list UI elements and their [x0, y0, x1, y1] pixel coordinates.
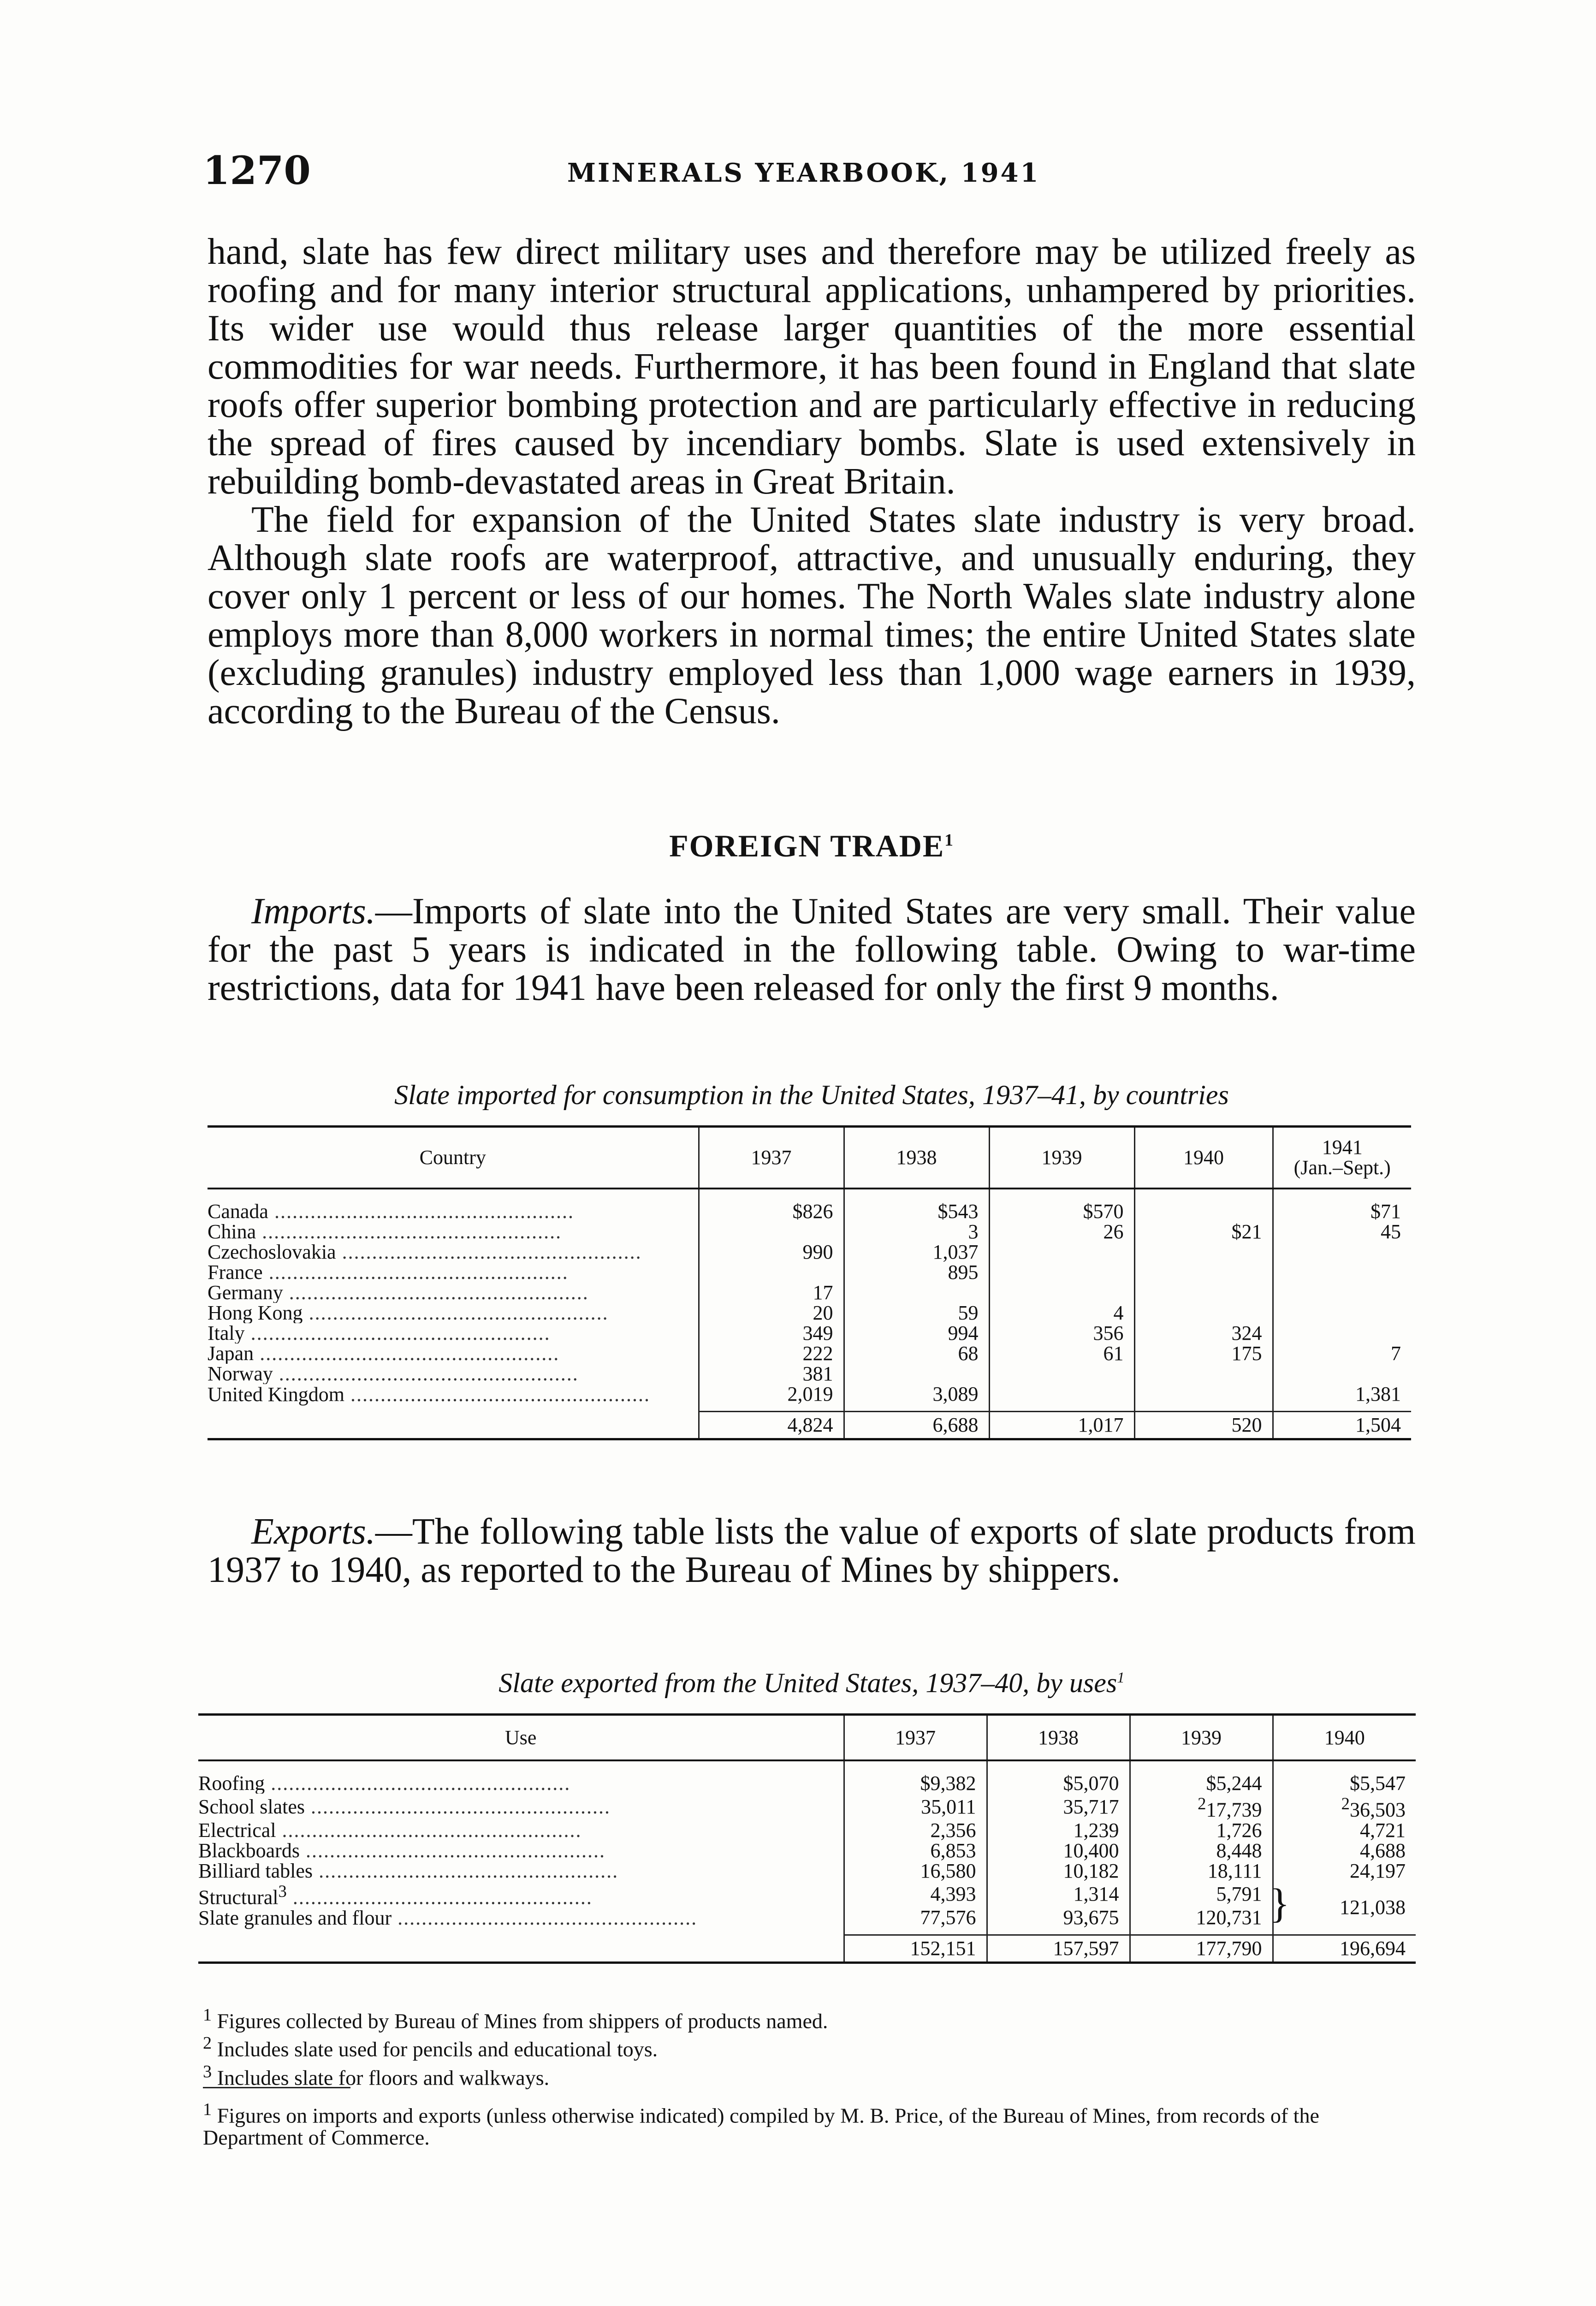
value-cell: $543 [844, 1189, 989, 1222]
value-cell [1134, 1384, 1273, 1412]
dot-leader: .................................................. [262, 1262, 569, 1283]
value-cell: 68 [844, 1343, 989, 1364]
value-cell [989, 1384, 1134, 1412]
value-cell [1273, 1262, 1411, 1283]
value-text: 4,688 [1360, 1839, 1406, 1862]
dot-leader: .................................................. [392, 1908, 698, 1930]
exports-table-header-row [198, 1715, 1416, 1761]
use-cell-text: Blackboards [198, 1840, 300, 1861]
country-cell-text: Czechoslovakia [208, 1242, 336, 1262]
totals-row [198, 1935, 1416, 1963]
value-text: $5,244 [1206, 1772, 1262, 1795]
use-cell [198, 1841, 844, 1861]
country-cell [208, 1222, 699, 1242]
dot-leader: .................................................. [265, 1772, 571, 1794]
total-value-cell: 196,694 [1273, 1935, 1416, 1963]
country-cell [208, 1283, 699, 1303]
value-cell [1273, 1760, 1416, 1794]
section-heading-footnote-ref: 1 [944, 831, 954, 850]
use-cell [198, 1908, 844, 1935]
value-cell: 7 [1273, 1343, 1411, 1364]
totals-row [208, 1412, 1411, 1439]
footnote-ref: 2 [1198, 1794, 1206, 1813]
value-cell [1273, 1364, 1411, 1384]
dot-leader: .................................................. [313, 1860, 619, 1881]
value-text: 1,726 [1216, 1819, 1262, 1842]
combined-value-cell [1270, 1880, 1416, 1935]
value-cell: 20 [699, 1303, 844, 1323]
country-cell [208, 1364, 699, 1384]
column-header-1938: 1938 [844, 1127, 989, 1189]
value-cell [1273, 1861, 1416, 1881]
footnote-mark: 3 [203, 2062, 212, 2081]
column-header-1941-period: (Jan.–Sept.) [1293, 1156, 1391, 1179]
value-cell: 93,675 [987, 1908, 1130, 1935]
value-cell: 222 [699, 1343, 844, 1364]
value-cell [1134, 1242, 1273, 1262]
dot-leader: .................................................. [276, 1820, 582, 1841]
table-row [208, 1343, 1411, 1364]
page-footnote [203, 2098, 1420, 2149]
dot-leader: .................................................. [273, 1364, 579, 1384]
dot-leader: .................................................. [256, 1222, 562, 1242]
table-row [208, 1189, 1411, 1222]
country-cell-text: Hong Kong [208, 1303, 303, 1323]
use-cell-text: Structural [198, 1886, 279, 1908]
value-cell: 2,019 [699, 1384, 844, 1412]
country-cell [208, 1262, 699, 1283]
dot-leader: .................................................. [336, 1242, 642, 1262]
value-cell [989, 1283, 1134, 1303]
value-cell: 1,037 [844, 1242, 989, 1262]
table-row [208, 1262, 1411, 1283]
column-header-1941 [1273, 1127, 1411, 1189]
value-cell [989, 1364, 1134, 1384]
footnote-rule [203, 2087, 350, 2088]
country-cell-text: United Kingdom [208, 1384, 344, 1406]
value-cell: 59 [844, 1303, 989, 1323]
country-cell-text: Canada [208, 1200, 268, 1222]
use-cell-text: Roofing [198, 1772, 265, 1794]
total-value-cell: 1,504 [1273, 1412, 1411, 1439]
dot-leader: .................................................. [268, 1200, 574, 1222]
paragraph-expansion: The field for expansion of the United States slate industry is very broad. Although slate roofs are waterproof, attractive, and unusually enduring, they cover only 1 percent or less of our homes. The North Wales slate industry alone employs more than 8,000 workers in normal times; the entire United States slate (excluding granules) industry employed less than 1,000 wage earners in 1939, according to the Bureau of the Census. [208, 499, 1416, 731]
value-cell: $71 [1273, 1189, 1411, 1222]
value-cell [1273, 1323, 1411, 1343]
running-head: MINERALS YEARBOOK, 1941 [567, 158, 1040, 188]
dot-leader: .................................................. [286, 1886, 593, 1908]
value-cell: 4 [989, 1303, 1134, 1323]
country-cell-text: Norway [208, 1364, 273, 1384]
value-cell: $5,070 [987, 1760, 1130, 1794]
section-heading-text: FOREIGN TRADE [669, 828, 945, 863]
value-cell: $21 [1134, 1222, 1273, 1242]
total-value-cell: 177,790 [1130, 1935, 1273, 1963]
footnote-text: Includes slate for floors and walkways. [217, 2065, 550, 2089]
table-row [208, 1303, 1411, 1323]
table-row [208, 1364, 1411, 1384]
value-cell: 2,356 [844, 1820, 987, 1841]
value-cell: 45 [1273, 1222, 1411, 1242]
table-footnotes [203, 2004, 1420, 2089]
totals-label-cell [208, 1412, 699, 1439]
table-row [208, 1242, 1411, 1262]
country-cell [208, 1343, 699, 1364]
use-cell-text: Billiard tables [198, 1860, 313, 1881]
value-cell: 1,381 [1273, 1384, 1411, 1412]
value-text: 8,448 [1216, 1839, 1262, 1862]
value-cell: 895 [844, 1262, 989, 1283]
value-cell [1130, 1861, 1273, 1881]
dot-leader: .................................................. [303, 1303, 609, 1323]
column-header-1938: 1938 [987, 1715, 1130, 1761]
footnote-text: Includes slate used for pencils and educational toys. [217, 2037, 658, 2061]
table-row [198, 1760, 1416, 1794]
column-header-1939: 1939 [989, 1127, 1134, 1189]
body-text [208, 233, 1416, 731]
table-row [208, 1384, 1411, 1412]
exports-table-caption [208, 1667, 1416, 1699]
dot-leader: .................................................. [304, 1795, 611, 1818]
footnote-text: Figures collected by Bureau of Mines from shippers of products named. [217, 2009, 828, 2033]
value-cell: 324 [1134, 1323, 1273, 1343]
value-cell [1273, 1242, 1411, 1262]
imports-table-header-row [208, 1127, 1411, 1189]
value-cell: 349 [699, 1323, 844, 1343]
imports-paragraph [208, 892, 1416, 1007]
exports-paragraph [208, 1513, 1416, 1589]
value-cell [989, 1262, 1134, 1283]
country-cell [208, 1384, 699, 1412]
table-row [198, 1861, 1416, 1881]
country-cell [208, 1242, 699, 1262]
value-cell [1134, 1283, 1273, 1303]
value-cell [1273, 1303, 1411, 1323]
imports-lead-in: Imports. [251, 891, 375, 932]
value-cell: 26 [989, 1222, 1134, 1242]
total-value-cell: 6,688 [844, 1412, 989, 1439]
value-cell: $826 [699, 1189, 844, 1222]
use-cell [198, 1820, 844, 1841]
value-cell: 35,717 [987, 1794, 1130, 1820]
country-cell-text: Italy [208, 1323, 245, 1343]
value-cell: 4,393 [844, 1881, 987, 1908]
value-cell: 77,576 [844, 1908, 987, 1935]
table-footnote [203, 2004, 1420, 2032]
value-cell [1130, 1760, 1273, 1794]
dot-leader: .................................................. [344, 1384, 650, 1406]
value-cell [1130, 1794, 1273, 1820]
page-header [203, 148, 1411, 194]
value-cell [844, 1364, 989, 1384]
value-cell: 356 [989, 1323, 1134, 1343]
use-cell [198, 1794, 844, 1820]
value-cell: 994 [844, 1323, 989, 1343]
value-cell: 16,580 [844, 1861, 987, 1881]
section-heading-foreign-trade [208, 828, 1416, 864]
value-text: 120,731 [1196, 1906, 1262, 1929]
column-header-country: Country [208, 1127, 699, 1189]
footnote-ref: 2 [1341, 1794, 1350, 1813]
column-header-1937: 1937 [699, 1127, 844, 1189]
value-cell: 10,182 [987, 1861, 1130, 1881]
value-cell: $570 [989, 1189, 1134, 1222]
use-cell [198, 1760, 844, 1794]
value-cell: 1,239 [987, 1820, 1130, 1841]
value-cell [1130, 1820, 1273, 1841]
footnote-mark: 2 [203, 2033, 212, 2053]
exports-caption-text: Slate exported from the United States, 1937–40, by uses [498, 1668, 1117, 1698]
value-cell: 1,314 [987, 1881, 1130, 1908]
dot-leader: .................................................. [254, 1343, 560, 1364]
value-cell [1134, 1303, 1273, 1323]
imports-table [208, 1125, 1411, 1440]
value-cell: $9,382 [844, 1760, 987, 1794]
exports-caption-footnote-ref: 1 [1117, 1670, 1125, 1686]
value-text: $5,547 [1350, 1772, 1406, 1795]
value-cell [1130, 1908, 1273, 1935]
value-cell: 3 [844, 1222, 989, 1242]
table-row [208, 1222, 1411, 1242]
table-row [198, 1820, 1416, 1841]
use-cell-text: Slate granules and flour [198, 1908, 392, 1930]
value-cell: 6,853 [844, 1841, 987, 1861]
value-text: 5,791 [1216, 1883, 1262, 1906]
value-cell [1273, 1283, 1411, 1303]
table-row [198, 1908, 1416, 1935]
value-cell [1273, 1841, 1416, 1861]
value-text: 18,111 [1207, 1859, 1262, 1882]
use-cell [198, 1861, 844, 1881]
column-header-1940: 1940 [1273, 1715, 1416, 1761]
table-row [198, 1881, 1416, 1908]
value-cell [1134, 1189, 1273, 1222]
country-cell-text: China [208, 1222, 256, 1242]
table-footnote [203, 2061, 1420, 2089]
value-text: 36,503 [1350, 1798, 1406, 1821]
value-text: 24,197 [1350, 1859, 1406, 1882]
exports-lead-in: Exports. [251, 1511, 375, 1552]
value-cell: 35,011 [844, 1794, 987, 1820]
value-cell [1134, 1364, 1273, 1384]
total-value-cell: 1,017 [989, 1412, 1134, 1439]
table-row [198, 1841, 1416, 1861]
table-row [208, 1323, 1411, 1343]
footnote-ref: 3 [278, 1881, 287, 1901]
column-header-1939: 1939 [1130, 1715, 1273, 1761]
country-cell [208, 1189, 699, 1222]
value-cell [1273, 1820, 1416, 1841]
value-text: 17,739 [1206, 1798, 1262, 1821]
paragraph-continued: hand, slate has few direct military uses and therefore may be utilized freely as roofing and for many interior structural applications, unhampered by priorities. Its wider use would thus release larger quantities of the more essential commodities for war needs. Furthermore, it has been found in England that slate roofs offer superior bombing protection and are particularly effective in reducing the spread of fires caused by incendiary bombs. Slate is used extensively in rebuilding bomb-devastated areas in Great Britain. [208, 232, 1416, 502]
page-number: 1270 [203, 148, 311, 193]
use-cell [198, 1881, 844, 1908]
column-header-1940: 1940 [1134, 1127, 1273, 1189]
dot-leader: .................................................. [299, 1840, 605, 1861]
use-cell-text: School slates [198, 1795, 305, 1818]
imports-text: —Imports of slate into the United States are very small. Their value for the past 5 years is indicated in the following table. Owing to war-time restrictions, data for 1941 have been released for only the first 9 months. [208, 891, 1416, 1008]
column-header-1941-year: 1941 [1322, 1136, 1363, 1159]
value-cell: 17 [699, 1283, 844, 1303]
table-row [208, 1283, 1411, 1303]
total-value-cell: 520 [1134, 1412, 1273, 1439]
value-cell: 61 [989, 1343, 1134, 1364]
footnote-mark: 1 [203, 2100, 212, 2119]
value-cell [844, 1283, 989, 1303]
totals-label-cell [198, 1935, 844, 1963]
column-header-1937: 1937 [844, 1715, 987, 1761]
column-header-use: Use [198, 1715, 844, 1761]
value-cell [1134, 1262, 1273, 1283]
country-cell-text: Japan [208, 1343, 254, 1364]
country-cell [208, 1323, 699, 1343]
value-cell [1130, 1881, 1273, 1908]
value-cell [1130, 1841, 1273, 1861]
exports-text: —The following table lists the value of exports of slate products from 1937 to 1940, as reported to the Bureau of Mines by shippers. [208, 1511, 1416, 1590]
value-cell [699, 1262, 844, 1283]
total-value-cell: 157,597 [987, 1935, 1130, 1963]
total-value-cell: 152,151 [844, 1935, 987, 1963]
use-cell-text: Electrical [198, 1820, 276, 1841]
combined-value-text: 121,038 [1340, 1896, 1406, 1919]
footnote-mark: 1 [203, 2005, 212, 2025]
value-text: 4,721 [1360, 1819, 1406, 1842]
country-cell-text: France [208, 1262, 263, 1283]
dot-leader: .................................................. [244, 1323, 551, 1343]
value-cell: 175 [1134, 1343, 1273, 1364]
value-cell: 990 [699, 1242, 844, 1262]
country-cell [208, 1303, 699, 1323]
value-cell: 3,089 [844, 1384, 989, 1412]
value-cell [1273, 1794, 1416, 1820]
table-row [198, 1794, 1416, 1820]
value-cell [989, 1242, 1134, 1262]
total-value-cell: 4,824 [699, 1412, 844, 1439]
country-cell-text: Germany [208, 1283, 283, 1303]
exports-table [198, 1713, 1416, 1964]
page-footnote-text [203, 2098, 1420, 2149]
brace-icon: } [1270, 1880, 1290, 1926]
value-cell [699, 1222, 844, 1242]
footnote-text: Figures on imports and exports (unless otherwise indicated) compiled by M. B. Price, of the Bureau of Mines, from records of the Department of Commerce. [203, 2104, 1319, 2150]
value-cell: 10,400 [987, 1841, 1130, 1861]
dot-leader: .................................................. [283, 1283, 589, 1303]
imports-table-caption: Slate imported for consumption in the United States, 1937–41, by countries [394, 1080, 1229, 1110]
table-footnote [203, 2032, 1420, 2060]
value-cell: 381 [699, 1364, 844, 1384]
